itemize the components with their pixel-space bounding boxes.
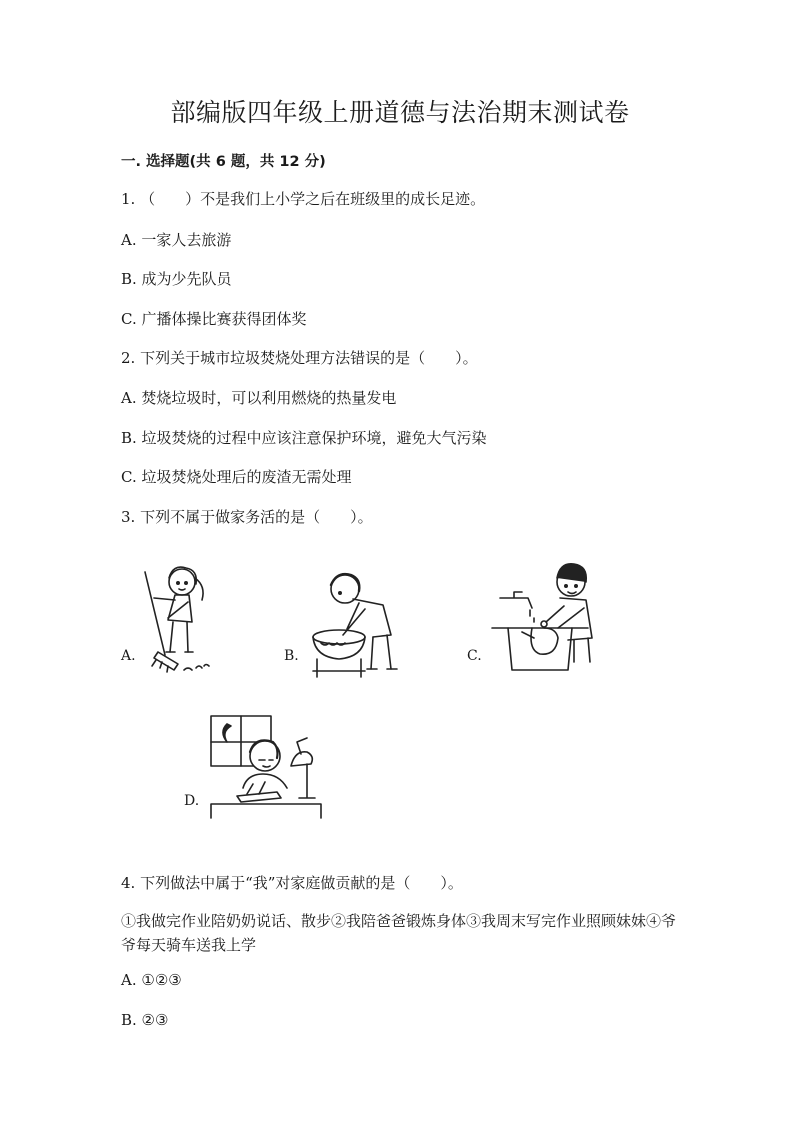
question-3-label-d: D. [184, 793, 200, 809]
question-3-label-c: C. [467, 648, 482, 664]
question-2-option-b: B. 垃圾焚烧的过程中应该注意保护环境，避免大气污染 [121, 429, 487, 447]
question-2-option-a: A. 焚烧垃圾时，可以利用燃烧的热量发电 [121, 389, 397, 407]
picture-boy-studying [207, 712, 325, 822]
picture-girl-sweeping [140, 560, 220, 685]
question-2-option-c: C. 垃圾焚烧处理后的废渣无需处理 [121, 468, 352, 486]
question-4-stem: 4. 下列做法中属于“我”对家庭做贡献的是（ ）。 [121, 874, 463, 892]
question-2-stem: 2. 下列关于城市垃圾焚烧处理方法错误的是（ ）。 [121, 349, 478, 367]
page-title: 部编版四年级上册道德与法治期末测试卷 [170, 98, 630, 127]
question-1-option-b: B. 成为少先队员 [121, 270, 232, 288]
picture-boy-washing [303, 565, 403, 683]
section-heading: 一. 选择题(共 6 题，共 12 分) [121, 154, 326, 170]
question-4-option-a: A. ①②③ [121, 971, 182, 989]
question-3-label-b: B. [284, 648, 299, 664]
question-1-stem: 1. （ ）不是我们上小学之后在班级里的成长足迹。 [121, 190, 486, 208]
question-4-body: ①我做完作业陪奶奶说话、散步②我陪爸爸锻炼身体③我周末写完作业照顾妹妹④爷爷每天骑车送我上学 [121, 912, 677, 954]
question-3-label-a: A. [121, 648, 136, 664]
question-4-option-b: B. ②③ [121, 1011, 169, 1029]
question-1-option-c: C. 广播体操比赛获得团体奖 [121, 310, 307, 328]
question-1-option-a: A. 一家人去旅游 [121, 231, 232, 249]
question-3-stem: 3. 下列不属于做家务活的是（ ）。 [121, 508, 373, 526]
picture-boy-washing-kettle [488, 558, 608, 683]
